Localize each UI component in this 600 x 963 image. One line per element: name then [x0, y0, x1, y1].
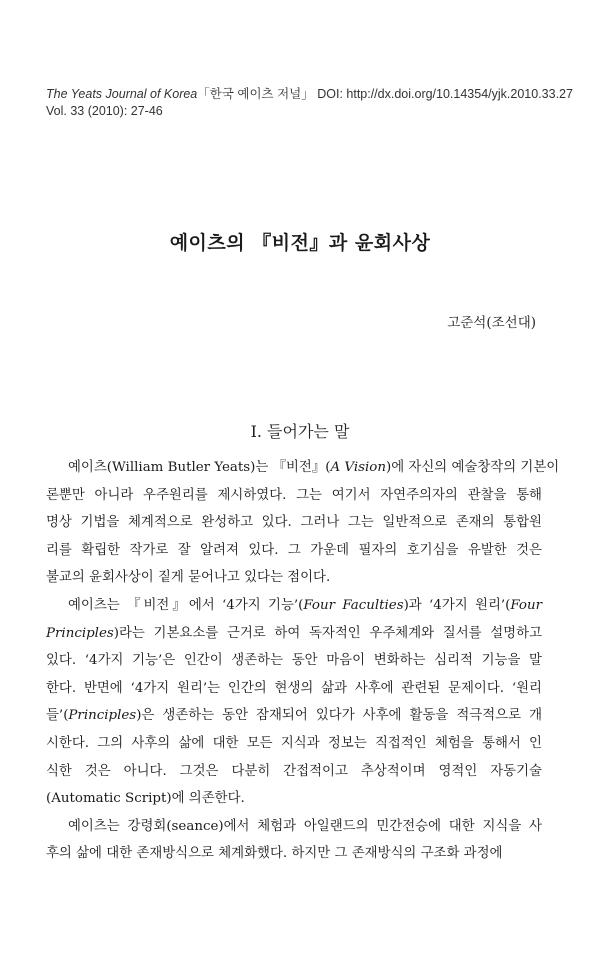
paragraph [46, 592, 542, 813]
journal-header [46, 86, 586, 120]
text-line: 있다. ‘4가지 기능’은 인간이 생존하는 동안 마음이 변화하는 심리적 기능을 말 [46, 653, 542, 669]
article-title: 예이츠의 『비전』과 윤회사상 [169, 232, 431, 254]
text-line: 불교의 윤회사상이 짙게 묻어나고 있다는 점이다. [46, 570, 331, 586]
journal-citation [46, 86, 586, 103]
italic-term: Principles [68, 708, 137, 724]
text-line: 식한 것은 아니다. 그것은 다분히 간접적이고 추상적이며 영적인 자동기술 [46, 763, 542, 779]
text-line: 리를 확립한 작가로 잘 알려져 있다. 그 가운데 필자의 호기심을 유발한 것은 [46, 542, 542, 558]
volume-info: Vol. 33 (2010): 27-46 [46, 104, 163, 118]
text-line: Principles)라는 기본요소를 근거로 하여 독자적인 우주체계와 질서를 설명하고 [46, 625, 542, 641]
italic-term: Four Faculties [303, 597, 404, 613]
paragraph [46, 454, 560, 592]
section-heading: I. 들어가는 말 [250, 422, 350, 441]
body-text [46, 454, 560, 868]
text-line: 한다. 반면에 ‘4가지 원리’는 인간의 현생의 삶과 사후에 관련된 문제이다. ‘원리 [46, 680, 542, 696]
text-line: 예이츠는 『비전』에서 ‘4가지 기능’(Four Faculties)과 ‘4가지 원리’(Four [68, 597, 543, 613]
italic-term: A Vision [330, 460, 386, 475]
text-line: 예이츠(William Butler Yeats)는 『비전』(A Vision)에 자신의 예술창작의 기본이 [68, 460, 560, 475]
text-line: (Automatic Script)에 의존한다. [46, 791, 245, 807]
author-affiliation: 고준석(조선대) [447, 315, 536, 331]
text-line: 론뿐만 아니라 우주원리를 제시하였다. 그는 여기서 자연주의자의 관찰을 통해 [46, 487, 542, 503]
text-line: 후의 삶에 대한 존재방식으로 체계화했다. 하지만 그 존재방식의 구조화 과정에 [46, 846, 503, 862]
journal-title-korean: 「한국 예이츠 저널」 [197, 87, 314, 101]
text-line: 시한다. 그의 사후의 삶에 대한 모든 지식과 정보는 직접적인 체험을 통해서 인 [46, 735, 542, 751]
text-line: 예이츠는 강령회(seance)에서 체험과 아일랜드의 민간전승에 대한 지식을 사 [68, 818, 542, 834]
italic-term: Four [510, 597, 543, 613]
text-line: 명상 기법을 체계적으로 완성하고 있다. 그러나 그는 일반적으로 존재의 통합원 [46, 515, 542, 531]
italic-term: Principles [46, 625, 114, 641]
text-line: 들’(Principles)은 생존하는 동안 잠재되어 있다가 사후에 활동을 적극적으로 개 [46, 708, 542, 724]
journal-title-english: The Yeats Journal of Korea [46, 87, 198, 101]
paragraph [46, 813, 542, 868]
doi-link[interactable]: DOI: http://dx.doi.org/10.14354/yjk.2010.33.27 [313, 87, 573, 101]
